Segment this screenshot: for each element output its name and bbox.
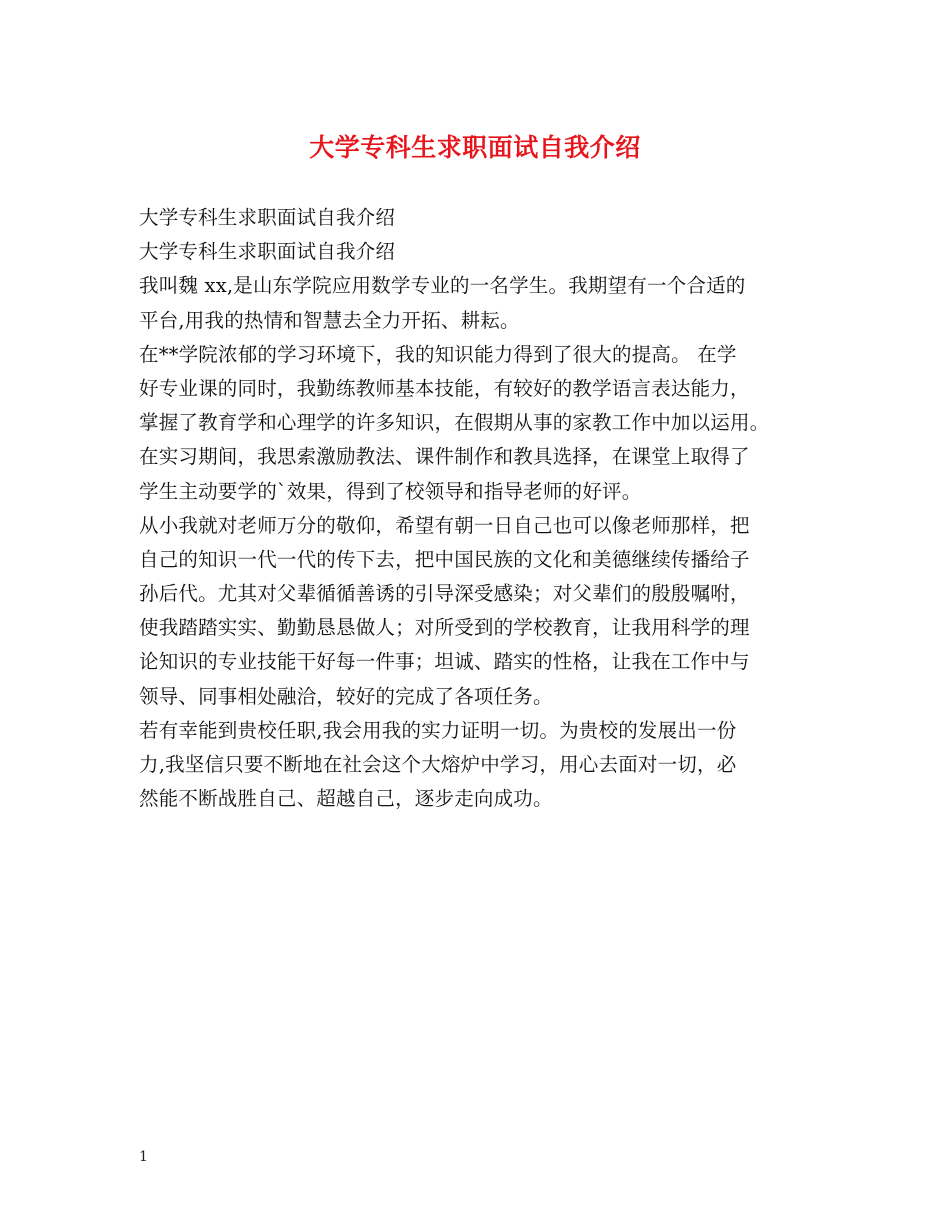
body-line: 掌握了教育学和心理学的许多知识，在假期从事的家教工作中加以运用。 [139, 411, 770, 435]
body-line: 在**学院浓郁的学习环境下，我的知识能力得到了很大的提高。 在学 [139, 342, 737, 366]
page-number: 1 [139, 1149, 148, 1165]
body-line: 大学专科生求职面试自我介绍 [139, 206, 396, 229]
document-body [139, 201, 829, 816]
body-line: 若有幸能到贵校任职,我会用我的实力证明一切。为贵校的发展出一份 [139, 718, 737, 742]
body-line: 领导、同事相处融洽，较好的完成了各项任务。 [139, 684, 553, 708]
body-line: 我叫魏 xx,是山东学院应用数学专业的一名学生。我期望有一个合适的 [139, 274, 746, 298]
body-line: 力,我坚信只要不断地在社会这个大熔炉中学习，用心去面对一切，必 [139, 753, 737, 776]
document-title: 大学专科生求职面试自我介绍 [309, 133, 641, 162]
body-line: 学生主动要学的`效果，得到了校领导和指导老师的好评。 [139, 479, 642, 503]
body-line: 在实习期间，我思索激励教法、课件制作和教具选择，在课堂上取得了 [139, 445, 750, 469]
body-line: 然能不断战胜自己、超越自己，逐步走向成功。 [139, 787, 553, 811]
body-line: 好专业课的同时，我勤练教师基本技能，有较好的教学语言表达能力， [139, 376, 750, 400]
body-line: 论知识的专业技能干好每一件事；坦诚、踏实的性格，让我在工作中与 [139, 650, 750, 674]
body-line: 大学专科生求职面试自我介绍 [139, 240, 396, 264]
body-line: 使我踏踏实实、勤勤恳恳做人；对所受到的学校教育，让我用科学的理 [139, 616, 750, 640]
body-line: 孙后代。尤其对父辈循循善诱的引导深受感染；对父辈们的殷殷嘱咐， [139, 582, 750, 606]
body-line: 从小我就对老师万分的敬仰，希望有朝一日自己也可以像老师那样，把 [139, 513, 750, 537]
body-line: 自己的知识一代一代的传下去，把中国民族的文化和美德继续传播给子 [139, 547, 750, 571]
body-line: 平台,用我的热情和智慧去全力开拓、耕耘。 [139, 308, 520, 332]
